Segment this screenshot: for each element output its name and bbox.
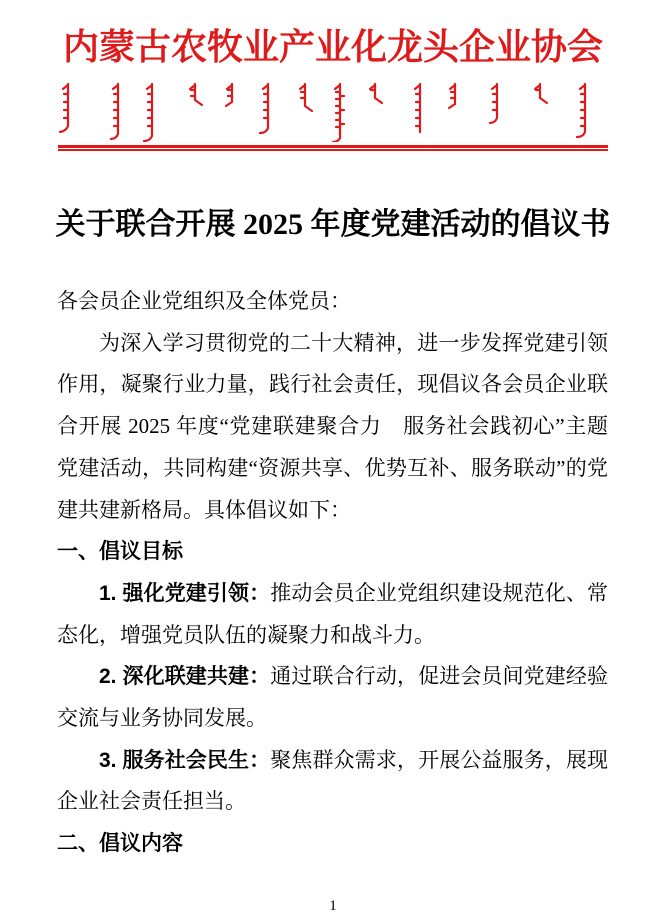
letterhead bbox=[0, 0, 666, 151]
proposal-item-1 bbox=[57, 573, 608, 656]
mongolian-script-icon bbox=[57, 80, 609, 142]
proposal-item-1-text: 推动会员企业党组织建设规范化、常态化，增强党员队伍的凝聚力和战斗力。 bbox=[57, 580, 609, 647]
document-body bbox=[57, 281, 608, 865]
letterhead-divider-line bbox=[58, 145, 608, 151]
proposal-item-3-lead: 3. 服务社会民生： bbox=[99, 748, 271, 772]
document-title: 关于联合开展 2025 年度党建活动的倡议书 bbox=[55, 208, 611, 241]
section-heading-1: 一、倡议目标 bbox=[57, 540, 183, 564]
page-number: 1 bbox=[329, 898, 337, 914]
proposal-item-2-lead: 2. 深化联建共建： bbox=[99, 665, 271, 689]
organization-name: 内蒙古农牧业产业化龙头企业协会 bbox=[62, 27, 603, 67]
section-heading-2: 二、倡议内容 bbox=[57, 832, 183, 856]
salutation-line: 各会员企业党组织及全体党员： bbox=[57, 289, 351, 313]
intro-paragraph: 为深入学习贯彻党的二十大精神，进一步发挥党建引领作用，凝聚行业力量，践行社会责任，现倡议各会员企业联合开展 2025 年度“党建联建聚合力 服务社会践初心”主题党建活动，共同构建“资源共享、优势互补、服务联动”的党建共建新格局。具体倡议如下： bbox=[57, 330, 608, 522]
proposal-item-2-text: 通过联合行动，促进会员间党建经验交流与业务协同发展。 bbox=[57, 664, 609, 731]
proposal-item-3-text: 聚焦群众需求，开展公益服务，展现企业社会责任担当。 bbox=[57, 747, 609, 814]
proposal-item-1-lead: 1. 强化党建引领： bbox=[99, 581, 271, 605]
proposal-item-2 bbox=[57, 656, 608, 739]
proposal-item-3 bbox=[57, 740, 608, 823]
